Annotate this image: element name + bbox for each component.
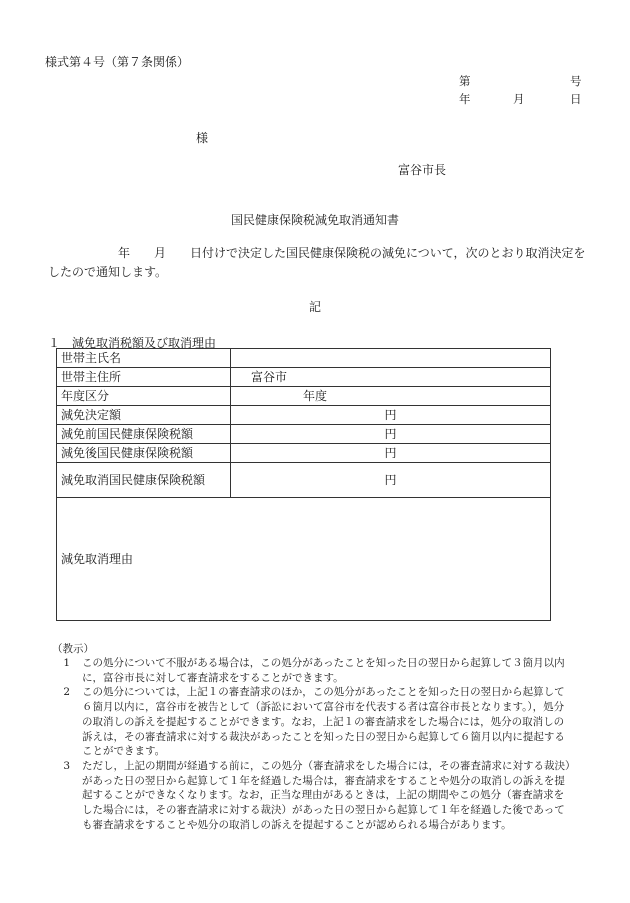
row-value-householder-name [231, 349, 551, 368]
date-year-label: 年 [459, 92, 471, 106]
row-value-post-reduction-tax: 円 [231, 444, 551, 463]
row-label: 減免後国民健康保険税額 [57, 444, 231, 463]
table-row [57, 387, 551, 406]
notes-list [54, 656, 574, 832]
note-number: 2 [63, 686, 70, 699]
table-row [57, 498, 551, 621]
section-title: １ 減免取消税額及び取消理由 [48, 336, 217, 350]
table-row [57, 444, 551, 463]
list-item [54, 759, 574, 833]
document-number-unit: 号 [570, 74, 582, 88]
note-text: この処分について不服がある場合は，この処分があったことを知った日の翌日から起算して３箇月以内に，富谷市長に対して審査請求をすることができます。 [82, 657, 565, 684]
row-label: 減免決定額 [57, 406, 231, 425]
row-value-cancelled-tax: 円 [231, 463, 551, 498]
body-year-label: 年 [118, 246, 131, 260]
body-month-label: 月 [154, 246, 167, 260]
date-month-label: 月 [513, 92, 525, 106]
row-label: 世帯主氏名 [57, 349, 231, 368]
table-row [57, 406, 551, 425]
row-value-householder-address: 富谷市 [231, 368, 551, 387]
document-title: 国民健康保険税減免取消通知書 [230, 213, 399, 227]
row-value-pre-reduction-tax: 円 [231, 425, 551, 444]
note-text: ただし，上記の期間が経過する前に，この処分（審査請求をした場合には，その審査請求に対する裁決）があった日の翌日から起算して１年を経過した場合は，審査請求をすることや処分の取消しの訴えを提起することができなくなります。なお，正当な理由があるときは，上記の期間やこの処分（審査請求をした場合には，その審査請求に対する裁決）があった日の翌日から起算して１年を経過した後であっても審査請求をすることや処分の取消しの訴えを提起することが認められる場合があります。 [82, 759, 571, 831]
ki-heading: 記 [308, 300, 321, 314]
body-text: 日付けで決定した国民健康保険税の減免について，次のとおり取消決定をしたので通知します。 [48, 246, 586, 279]
notes-heading: （教示） [52, 643, 94, 655]
row-value-reduction-amount: 円 [231, 406, 551, 425]
table-row [57, 368, 551, 387]
sender-name: 富谷市長 [398, 163, 447, 177]
note-number: 3 [63, 759, 70, 772]
details-table [56, 348, 551, 621]
list-item [54, 685, 574, 759]
addressee-suffix: 様 [196, 131, 209, 145]
date-day-label: 日 [570, 92, 582, 106]
table-row [57, 425, 551, 444]
table-row [57, 463, 551, 498]
cancellation-reason-cell: 減免取消理由 [57, 498, 551, 621]
row-label: 減免取消国民健康保険税額 [57, 463, 231, 498]
document-number-label: 第 [459, 74, 471, 88]
row-value-fiscal-year: 年度 [231, 387, 551, 406]
form-number: 様式第４号（第７条関係） [45, 55, 190, 69]
row-label: 世帯主住所 [57, 368, 231, 387]
body-paragraph [48, 244, 588, 282]
note-text: この処分については，上記１の審査請求のほか，この処分があったことを知った日の翌日から起算して６箇月以内に，富谷市を被告として（訴訟において富谷市を代表する者は富谷市長となります。），処分の取消しの訴えを提起することができます。なお，上記１の審査請求をした場合には，処分の取消しの訴えは，その審査請求に対する裁決があったことを知った日の翌日から起算して６箇月以内に提起することができます。 [82, 686, 565, 758]
note-number: 1 [63, 657, 70, 669]
row-label: 減免前国民健康保険税額 [57, 425, 231, 444]
table-row [57, 349, 551, 368]
list-item [54, 656, 574, 685]
row-label: 年度区分 [57, 387, 231, 406]
